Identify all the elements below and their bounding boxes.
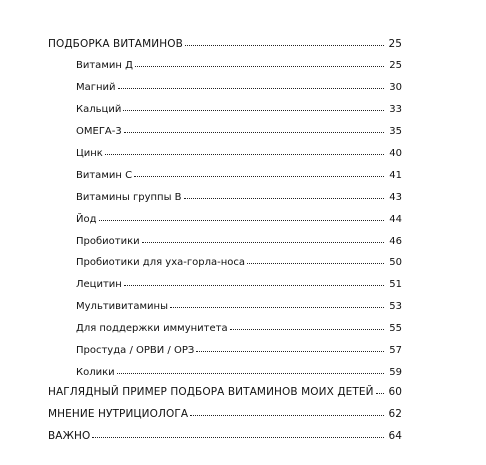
toc-entry-page: 46 — [389, 236, 402, 247]
toc-entry-title: Витамин С — [76, 170, 133, 181]
toc-entry-page: 43 — [389, 192, 402, 203]
toc-entry-page: 57 — [389, 345, 402, 356]
dot-leader — [190, 407, 384, 417]
dot-leader — [247, 255, 384, 265]
toc-entry-title: Для поддержки иммунитета — [76, 323, 228, 334]
dot-leader — [123, 102, 384, 112]
toc-entry-page: 30 — [389, 82, 402, 93]
toc-entry[interactable] — [76, 234, 402, 248]
toc-entry[interactable] — [76, 365, 402, 379]
toc-entry-page: 60 — [388, 386, 402, 398]
toc-entry[interactable] — [48, 407, 402, 421]
toc-entry[interactable] — [76, 321, 402, 335]
toc-entry-title: НАГЛЯДНЫЙ ПРИМЕР ПОДБОРА ВИТАМИНОВ МОИХ ДЕТЕЙ — [48, 386, 374, 398]
dot-leader — [105, 146, 384, 156]
toc-entry-page: 59 — [389, 367, 402, 378]
toc-entry-page: 50 — [389, 257, 402, 268]
toc-entry[interactable] — [76, 146, 402, 160]
toc-entry-page: 25 — [388, 38, 402, 50]
toc-entry-title: Мультивитамины — [76, 301, 168, 312]
dot-leader — [135, 58, 384, 68]
toc-entry-title: Пробиотики для уха-горла-носа — [76, 257, 246, 268]
toc-entry-title: Йод — [76, 214, 97, 225]
toc-entry-title: ПОДБОРКА ВИТАМИНОВ — [48, 38, 183, 50]
toc-entry-title: МНЕНИЕ НУТРИЦИОЛОГА — [48, 408, 189, 420]
toc-entry[interactable] — [76, 212, 402, 226]
toc-entry[interactable] — [76, 343, 402, 357]
dot-leader — [117, 365, 384, 375]
toc-entry[interactable] — [76, 168, 402, 182]
toc-entry-page: 41 — [389, 170, 402, 181]
toc-entry-title: Витамины группы В — [76, 192, 182, 203]
dot-leader — [134, 168, 384, 178]
toc-entry[interactable] — [76, 255, 402, 269]
toc-entry-title: Магний — [76, 82, 116, 93]
toc-entry-title: Лецитин — [76, 279, 122, 290]
toc-entry-page: 53 — [389, 301, 402, 312]
dot-leader — [185, 37, 384, 47]
toc-entry-title: Простуда / ОРВИ / ОРЗ — [76, 345, 195, 356]
toc-entry[interactable] — [76, 277, 402, 291]
toc-entry[interactable] — [76, 102, 402, 116]
toc-entry-page: 25 — [389, 60, 402, 71]
dot-leader — [124, 124, 384, 134]
toc-entry-title: ОМЕГА-3 — [76, 126, 122, 137]
dot-leader — [230, 321, 384, 331]
dot-leader — [142, 234, 384, 244]
toc-entry-page: 40 — [389, 148, 402, 159]
dot-leader — [196, 343, 384, 353]
toc-entry[interactable] — [76, 124, 402, 138]
dot-leader — [170, 299, 384, 309]
toc-entry-title: ВАЖНО — [48, 430, 91, 442]
toc-entry-title: Витамин Д — [76, 60, 133, 71]
dot-leader — [124, 277, 384, 287]
toc-entry-page: 35 — [389, 126, 402, 137]
toc-entry[interactable] — [76, 80, 402, 94]
dot-leader — [118, 80, 384, 90]
toc-entry[interactable] — [48, 385, 402, 399]
toc-entry[interactable] — [48, 429, 402, 443]
toc-entry[interactable] — [76, 58, 402, 72]
toc-entry-page: 33 — [389, 104, 402, 115]
dot-leader — [376, 385, 384, 395]
toc-entry-title: Пробиотики — [76, 236, 140, 247]
toc-entry-title: Кальций — [76, 104, 122, 115]
dot-leader — [99, 212, 384, 222]
toc-entry-page: 62 — [388, 408, 402, 420]
toc-entry-page: 51 — [389, 279, 402, 290]
toc-entry-page: 64 — [388, 430, 402, 442]
toc-entry-title: Колики — [76, 367, 115, 378]
toc-entry[interactable] — [76, 299, 402, 313]
toc-entry[interactable] — [76, 190, 402, 204]
dot-leader — [184, 190, 385, 200]
toc-entry-page: 55 — [389, 323, 402, 334]
dot-leader — [92, 429, 384, 439]
toc-entry-page: 44 — [389, 214, 402, 225]
toc-entry-title: Цинк — [76, 148, 103, 159]
toc-entry[interactable] — [48, 37, 402, 51]
